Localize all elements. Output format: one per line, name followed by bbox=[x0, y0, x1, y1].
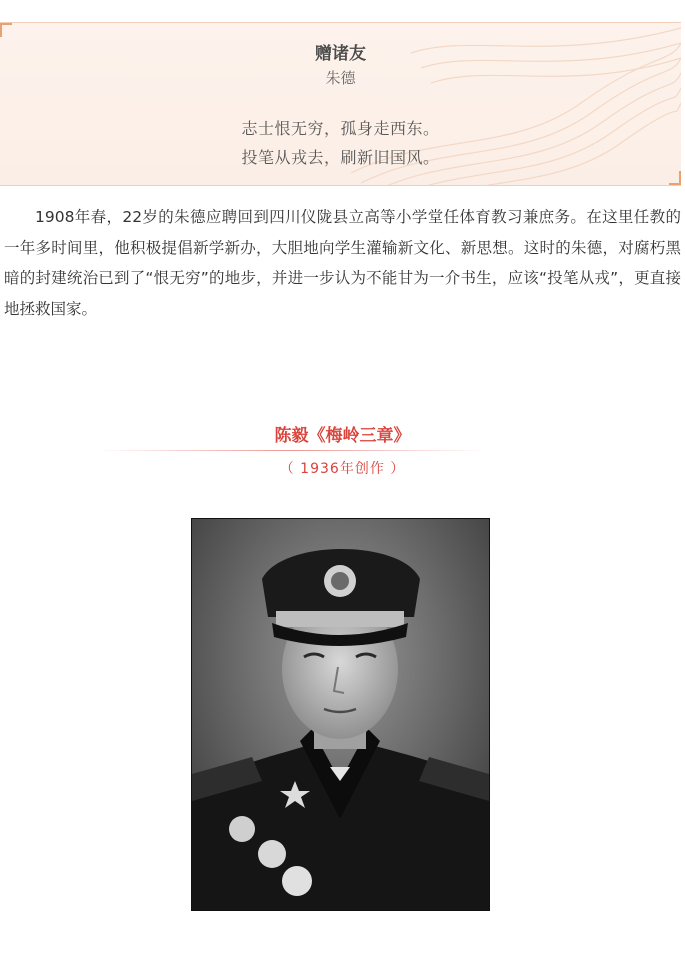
portrait-photo-icon bbox=[192, 519, 489, 910]
poem-line-1: 志士恨无穷，孤身走西东。 bbox=[241, 119, 440, 138]
section-title: 陈毅《梅岭三章》 bbox=[274, 426, 411, 446]
poem-card bbox=[0, 22, 681, 186]
poem-title: 赠诸友 bbox=[315, 44, 366, 64]
portrait-photo bbox=[191, 518, 490, 911]
poem-author: 朱德 bbox=[325, 69, 356, 87]
section-divider bbox=[97, 450, 487, 451]
body-paragraph: 1908年春，22岁的朱德应聘回到四川仪陇县立高等小学堂任体育教习兼庶务。在这里任教的一年多时间里，他积极提倡新学新办，大胆地向学生灌输新文化、新思想。这时的朱德，对腐朽黑暗的封建统治已到了“恨无穷”的地步，并进一步认为不能甘为一介书生，应该“投笔从戎”，更直接地拯救国家。 bbox=[4, 208, 681, 318]
corner-ornament-top-left bbox=[0, 23, 12, 37]
poem-line-2: 投笔从戎去，刷新旧国风。 bbox=[241, 148, 440, 167]
section-subtitle: （ 1936年创作 ） bbox=[279, 461, 406, 477]
corner-ornament-bottom-right bbox=[669, 171, 681, 185]
